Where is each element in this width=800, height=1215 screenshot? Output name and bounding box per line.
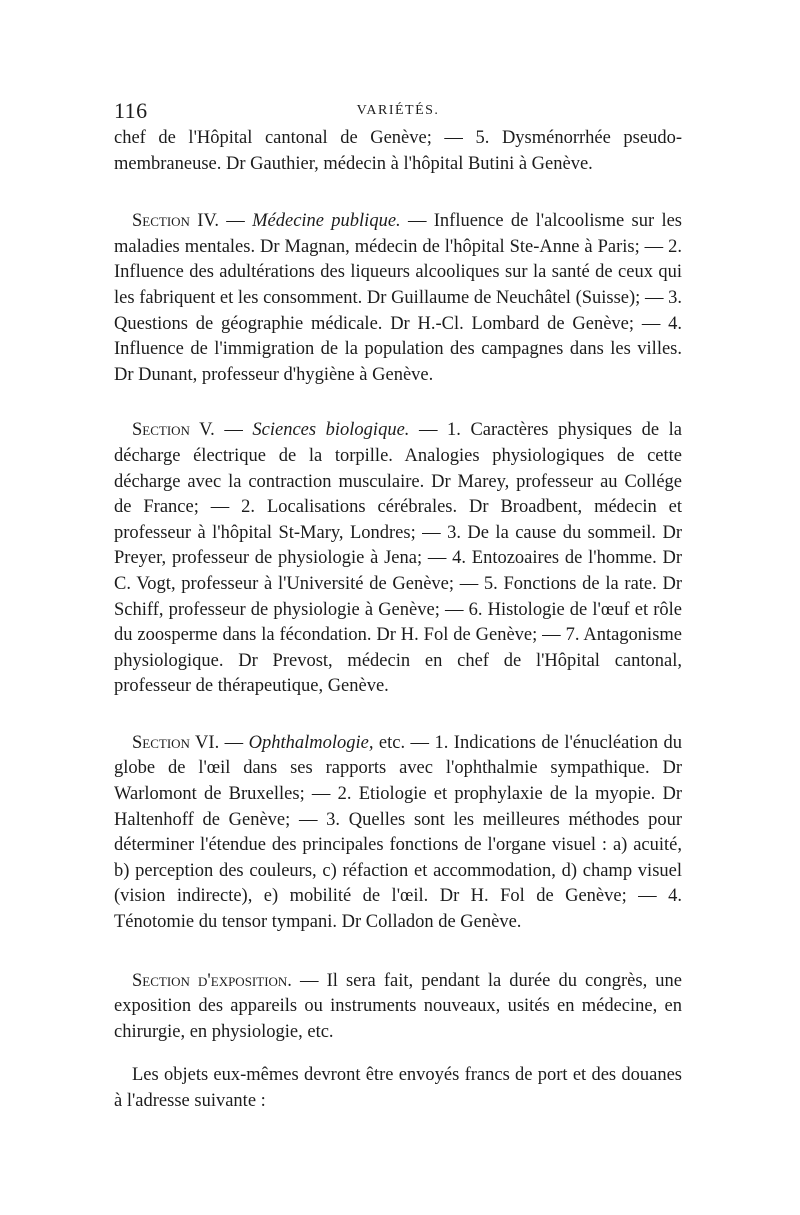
paragraph-section-vi: [114, 731, 682, 936]
page-body: [114, 126, 682, 1115]
paragraph-text: — Influence de l'alcoolisme sur les maladies mentales. Dr Magnan, médecin de l'hôpital Ste-Anne à Paris; — 2. Influence des adultérations des liqueurs alcooliques sur la santé de ceux qui les fabriquent et les consomment. Dr Guillaume de Neuchâtel (Suisse); — 3. Questions de géographie médicale. Dr H.-Cl. Lombard de Genève; — 4. Influence de l'immigration de la population des campagnes dans les villes. Dr Dunant, professeur d'hygiène à Genève.: [114, 211, 683, 385]
paragraph-shipping: [114, 1063, 682, 1114]
paragraph-text: — 1. Caractères physiques de la décharge électrique de la torpille. Analogies physiologiques de cette décharge avec la contraction musculaire. Dr Marey, professeur au Collége de France; — 2. Localisations cérébrales. Dr Broadbent, médecin et professeur à l'hôpital St-Mary, Londres; — 3. De la cause du sommeil. Dr Preyer, professeur de physiologie à Jena; — 4. Entozoaires de l'homme. Dr C. Vogt, professeur à l'Université de Genève; — 5. Fonctions de la rate. Dr Schiff, professeur de physiologie à Genève; — 6. Histologie de l'œuf et rôle du zoosperme dans la fécondation. Dr H. Fol de Genève; — 7. Antagonisme physiologique. Dr Prevost, médecin en chef de l'Hôpital cantonal, professeur de thérapeutique, Genève.: [114, 420, 682, 697]
section-label: Section IV.: [132, 211, 220, 232]
paragraph-text: etc. — 1. Indications de l'énucléation du globe de l'œil dans ses rapports avec l'ophthalmie sympathique. Dr Warlomont de Bruxelles; — 2. Etiologie et prophylaxie de la myopie. Dr Haltenhoff de Genève; — 3. Quelles sont les meilleures méthodes pour déterminer l'étendue des principales fonctions de l'organe visuel : a) acuité, b) perception des couleurs, c) réfaction et accommodation, d) champ visuel (vision indirecte), e) mobilité de l'œil. Dr H. Fol de Genève; — 4. Ténotomie du tensor tympani. Dr Colladon de Genève.: [114, 732, 683, 933]
section-dash: —: [214, 420, 253, 441]
paragraph-continuation: [114, 126, 682, 177]
paragraph-section-exposition: [114, 969, 682, 1046]
section-topic: Sciences biologique.: [252, 420, 410, 441]
section-label: Section d'exposition.: [132, 970, 292, 991]
section-topic: Médecine publique.: [252, 211, 401, 232]
paragraph-text: Les objets eux-mêmes devront être envoyés francs de port et des douanes à l'adresse suivante :: [114, 1065, 682, 1111]
page-number: 116: [114, 98, 148, 123]
paragraph-section-iv: [114, 209, 682, 388]
section-label: Section V.: [132, 420, 215, 441]
paragraph-text: chef de l'Hôpital cantonal de Genève; — 5. Dysménorrhée pseudo-membraneuse. Dr Gauthier, médecin à l'hôpital Butini à Genève.: [114, 128, 682, 174]
section-topic: Ophthalmologie,: [248, 732, 374, 753]
page-header: [114, 98, 682, 128]
running-title: VARIÉTÉS.: [356, 103, 440, 118]
paragraph-section-v: [114, 418, 682, 700]
section-dash: —: [219, 732, 249, 753]
section-label: Section VI.: [132, 732, 220, 753]
paragraph-text: — Il sera fait, pendant la durée du congrès, une exposition des appareils ou instruments nouveaux, usités en médecine, en chirurgie, en physiologie, etc.: [114, 970, 682, 1042]
section-dash: —: [219, 211, 253, 232]
